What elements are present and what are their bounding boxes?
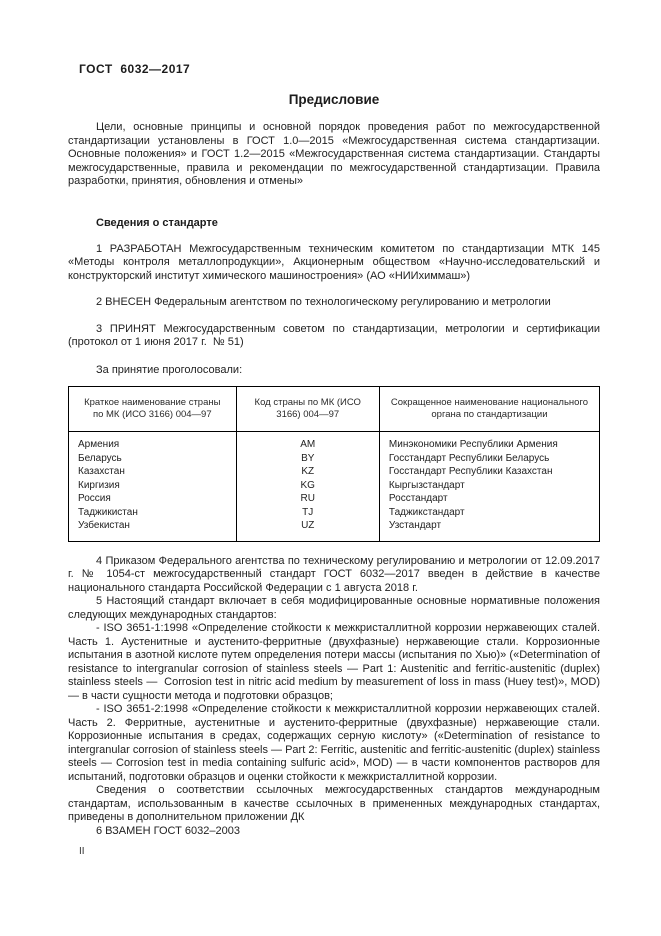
table-cell-code: TJ (302, 506, 314, 518)
table-cell-code: BY (301, 452, 315, 464)
foreword-item-4-enacted: 4 Приказом Федерального агентства по техническому регулированию и метрологии от 12.09.2017 г. № 1054-ст межгосударственный стандарт ГОСТ 6032—2017 введен в действие в качестве национального стандарта Российской Федерации с 1 августа 2018 г. (68, 554, 600, 594)
foreword-item-6-replaces: 6 ВЗАМЕН ГОСТ 6032–2003 (96, 824, 240, 837)
table-cell-code: AM (300, 439, 316, 450)
gost-designation: ГОСТ 6032—2017 (79, 62, 191, 76)
vote-table-header-code: Код страны по МК (ИСО 3166) 004—97 (236, 387, 379, 432)
table-cell-org: Кыргызстандарт (388, 479, 465, 491)
table-cell-org: Узстандарт (388, 520, 442, 531)
foreword-item-5-includes: 5 Настоящий стандарт включает в себя модифицированные основные нормативные положения следующих международных стандартов: (68, 595, 600, 621)
vote-table-code-column (236, 432, 379, 542)
table-cell-code: KG (300, 479, 315, 491)
table-cell-country: Россия (78, 493, 111, 504)
table-cell-org: Госстандарт Республики Беларусь (388, 452, 550, 464)
table-cell-code: KZ (301, 466, 315, 477)
table-cell-org: Госстандарт Республики Казахстан (388, 466, 553, 477)
foreword-intro-paragraph: Цели, основные принципы и основной порядок проведения работ по межгосударственной стандартизации установлены в ГОСТ 1.0—2015 «Межгосударственная система стандартизации. Основные положения» и ГОСТ 1.2—2015 «Межгосударственная система стандартизации. Стандарты межгосударственные, правила и рекомендации по межгосударственной стандартизации. Правила разработки, принятия, обновления и отмены» (68, 121, 600, 187)
page-number: II (79, 846, 85, 857)
vote-table-header-org: Сокращенное наименование национального органа по стандартизации (379, 387, 599, 432)
foreword-iso-3651-2-paragraph: - ISO 3651-2:1998 «Определение стойкости к межкристаллитной коррозии нержавеющих сталей. Часть 2. Ферритные, аустенитные и аустенито-ферритные (двухфазные) нержавеющие стали. Коррозионные испытания в средах, содержащих серную кислоту» («Determination of resistance to intergranular corrosion of stainless steels — Part 2: Ferritic, austenitic and ferritic-austenitic (duplex) stainless steels — Corrosion test in media containing sulfuric acid», MOD) — в части компонентов растворов для испытаний, подготовки образцов и оценки стойкости к межкристаллитной коррозии. (68, 703, 600, 783)
vote-table-header-country: Краткое наименование страны по МК (ИСО 3166) 004—97 (69, 387, 237, 432)
page-content (68, 62, 600, 838)
table-cell-org: Таджикстандарт (388, 506, 465, 518)
vote-table-country-column (69, 432, 237, 542)
foreword-correspondence-paragraph: Сведения о соответствии ссылочных межгосударственных стандартов международным стандартам, использованным в качестве ссылочных в примененных международных стандартах, приведены в дополнительном приложении ДК (68, 784, 600, 823)
table-cell-country: Узбекистан (78, 520, 130, 531)
table-cell-country: Киргизия (78, 479, 120, 491)
table-cell-org: Росстандарт (388, 493, 448, 504)
about-standard-heading: Сведения о стандарте (96, 216, 218, 229)
foreword-item-1-developed: 1 РАЗРАБОТАН Межгосударственным техническим комитетом по стандартизации МТК 145 «Методы контроля металлопродукции», Акционерным обществом «Научно-исследовательский и конструкторский институт химического машиностроения» (АО «НИИхиммаш») (68, 242, 600, 282)
table-cell-org: Минэкономики Республики Армения (388, 439, 558, 450)
vote-table-header-row (69, 387, 600, 432)
table-cell-country: Армения (78, 439, 120, 450)
table-cell-country: Беларусь (78, 452, 122, 464)
vote-table-body (69, 432, 600, 542)
vote-intro-line: За принятие проголосовали: (96, 363, 243, 376)
vote-table (68, 386, 600, 542)
foreword-item-2-submitted: 2 ВНЕСЕН Федеральным агентством по технологическому регулированию и метрологии (96, 296, 551, 308)
table-cell-country: Казахстан (78, 466, 125, 477)
foreword-iso-3651-1-paragraph: - ISO 3651-1:1998 «Определение стойкости к межкристаллитной коррозии нержавеющих сталей. Часть 1. Аустенитные и аустенито-ферритные (двухфазные) нержавеющие стали. Коррозионные испытания в азотной кислоте путем определения потери массы (испытания по Хью)» («Determination of resistance to intergranular corrosion of stainless steels — Part 1: Austenitic and ferritic-austenitic (duplex) stainless steels — Corrosion test in nitric acid medium by measurement of loss in mass (Huey test)», MOD) — в части сущности метода и подготовки образцов; (68, 622, 600, 702)
vote-table-org-column (379, 432, 599, 542)
page-title: Предисловие (288, 92, 380, 107)
table-cell-country: Таджикистан (78, 506, 138, 518)
table-cell-code: UZ (301, 520, 315, 531)
foreword-item-3-adopted: 3 ПРИНЯТ Межгосударственным советом по стандартизации, метрологии и сертификации (протокол от 1 июня 2017 г. № 51) (68, 322, 600, 348)
table-cell-code: RU (300, 493, 315, 504)
